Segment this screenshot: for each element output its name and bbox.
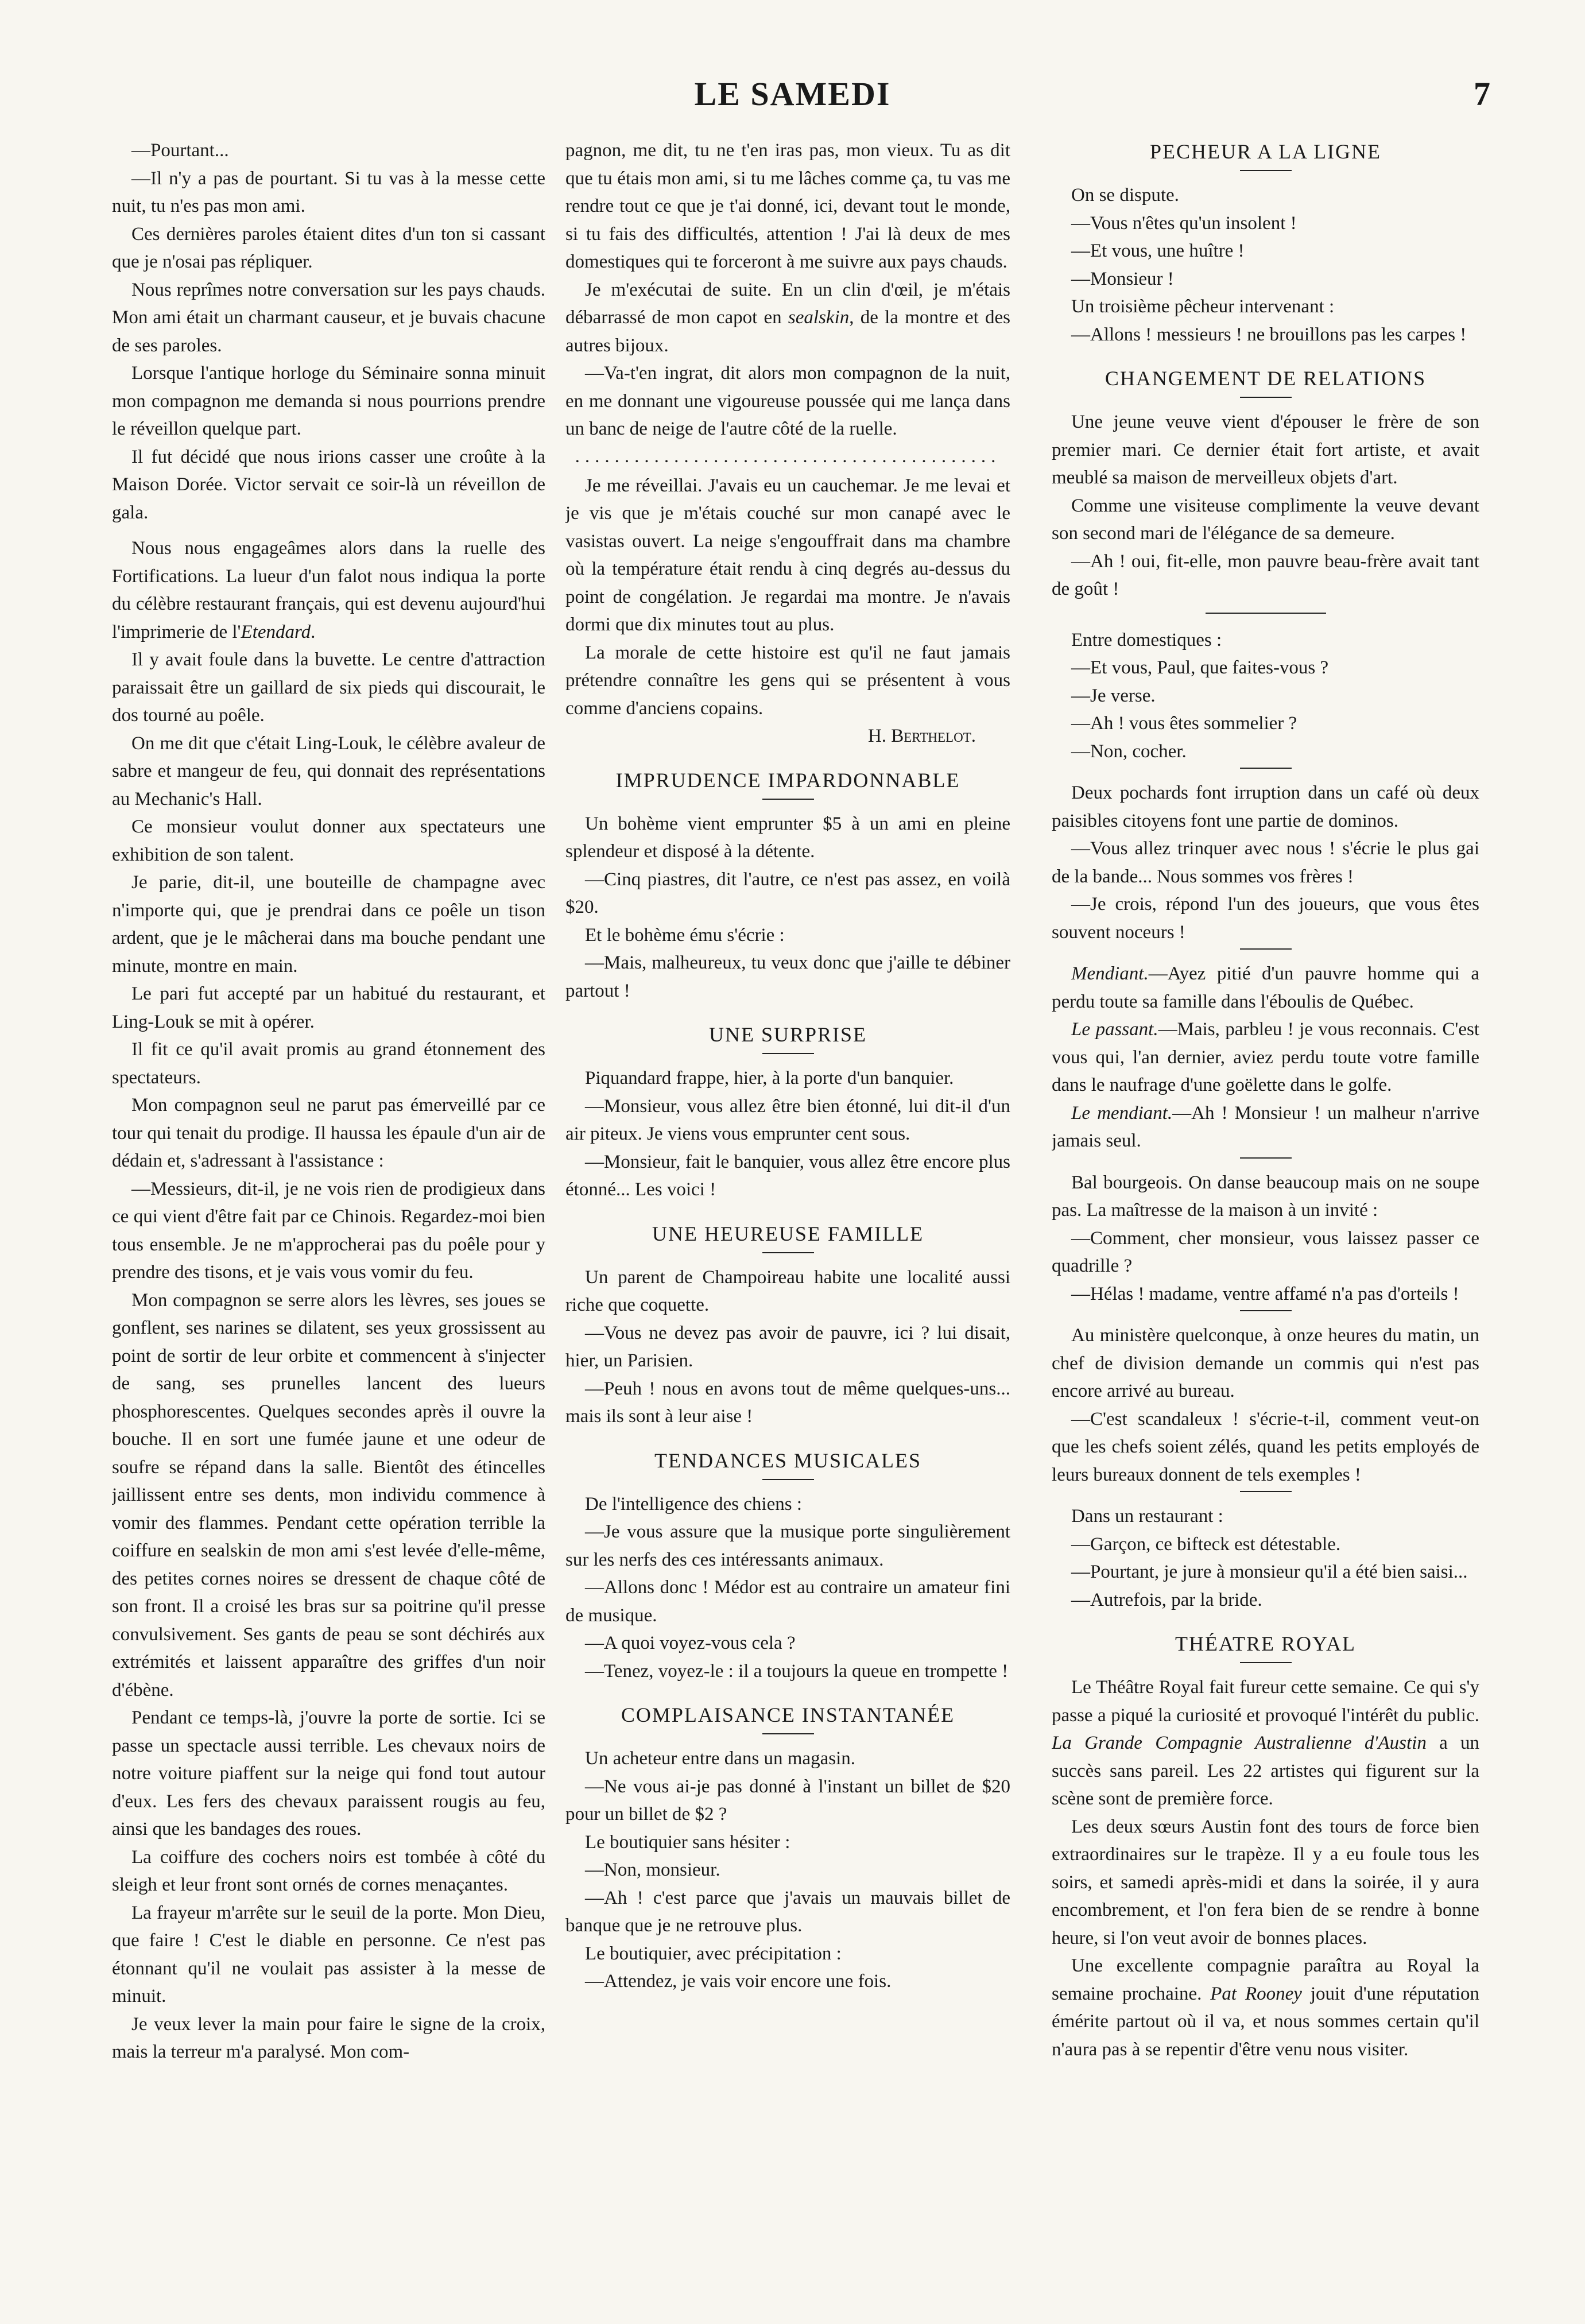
section-heading-tendances: TENDANCES MUSICALES [654, 1448, 922, 1472]
paragraph: —Non, monsieur. [585, 1860, 720, 1880]
paragraph: On me dit que c'était Ling-Louk, le célèbre avaleur de sabre et mangeur de feu, qui donnait des représentations au Mechanic's Hall. [112, 733, 545, 809]
paragraph: Entre domestiques : [1071, 629, 1222, 650]
divider [1240, 1157, 1292, 1159]
paragraph: Un troisième pêcheur intervenant : [1071, 296, 1335, 317]
italic-word: sealskin [788, 307, 850, 328]
text-span: . [311, 621, 316, 642]
dotted-separator: ........................................... [575, 446, 1001, 467]
paragraph: —Et vous, une huître ! [1071, 241, 1245, 261]
paragraph: De l'intelligence des chiens : [585, 1493, 802, 1515]
paragraph: Dans un restaurant : [1071, 1506, 1223, 1527]
paragraph [1052, 960, 1479, 1016]
paragraph: Piquandard frappe, hier, à la porte d'un banquier. [585, 1068, 954, 1089]
paragraph: —Allons donc ! Médor est au contraire un amateur fini de musique. [565, 1577, 1010, 1626]
text-span: Le Théâtre Royal fait fureur cette semaine. Ce qui s'y passe a piqué la curiosité et provoqué l'intérêt du public. [1052, 1677, 1479, 1726]
paragraph: Une jeune veuve vient d'épouser le frère de son premier mari. Ce dernier était fort artiste, et avait meublé sa maison de merveilleux objets d'art. [1052, 412, 1479, 488]
paragraph: Bal bourgeois. On danse beaucoup mais on ne soupe pas. La maîtresse de la maison à un invité : [1052, 1172, 1479, 1221]
paragraph: Au ministère quelconque, à onze heures du matin, un chef de division demande un commis qui n'est pas encore arrivé au bureau. [1052, 1325, 1479, 1401]
text-span: —Ayez pitié d'un pauvre homme qui a perdu toute sa famille dans l'éboulis de Québec. [1052, 963, 1479, 1012]
paragraph: —Comment, cher monsieur, vous laissez passer ce quadrille ? [1052, 1227, 1479, 1276]
divider [1240, 1310, 1292, 1311]
paragraph [112, 534, 545, 646]
column-right [1052, 137, 1479, 2295]
divider [762, 799, 814, 800]
speaker-label: Le mendiant. [1071, 1102, 1173, 1124]
paragraph: —Va-t'en ingrat, dit alors mon compagnon de la nuit, en me donnant une vigoureuse poussée qui me lança dans un banc de neige de l'autre côté de la ruelle. [565, 363, 1010, 439]
paragraph: Il y avait foule dans la buvette. Le centre d'attraction paraissait être un gaillard de six pieds qui discourait, le dos tourné au poêle. [112, 649, 545, 726]
paragraph: Deux pochards font irruption dans un café où deux paisibles citoyens font une partie de dominos. [1052, 783, 1479, 831]
paragraph: —Monsieur, fait le banquier, vous allez être encore plus étonné... Les voici ! [565, 1151, 1010, 1200]
paragraph: Un bohème vient emprunter $5 à un ami en pleine splendeur et disposé à la détente. [565, 813, 1010, 862]
paragraph: La morale de cette histoire est qu'il ne faut jamais prétendre connaître les gens qui se présentent à vous comme d'anciens copains. [565, 642, 1010, 719]
paragraph: —Vous ne devez pas avoir de pauvre, ici ? lui disait, hier, un Parisien. [565, 1322, 1010, 1371]
paragraph: —Pourtant... [131, 140, 229, 161]
page-header [0, 69, 1585, 132]
speaker-label: Le passant. [1071, 1019, 1158, 1040]
paragraph [1052, 1952, 1479, 2063]
section-heading-surprise: UNE SURPRISE [708, 1023, 867, 1046]
section-heading-imprudence: IMPRUDENCE IMPARDONNABLE [615, 768, 960, 792]
paragraph: —Messieurs, dit-il, je ne vois rien de prodigieux dans ce qui vient d'être fait par ce Chinois. Regardez-moi bien tous ensemble. Je ne m'approcherai pas du poêle pour y prendre des tisons, et je vais vous vomir du feu. [112, 1178, 545, 1283]
text-span: Je m'exécutai de suite. En un clin d'œil, je m'étais débarrassé de mon capot en [565, 279, 1010, 328]
paragraph: Ce monsieur voulut donner aux spectateurs une exhibition de son talent. [112, 816, 545, 865]
paragraph: —Monsieur ! [1071, 268, 1174, 289]
speaker-label: Mendiant. [1071, 963, 1149, 984]
paragraph: Nous reprîmes notre conversation sur les pays chauds. Mon ami était un charmant causeur, et je buvais chacune de ses paroles. [112, 279, 545, 356]
paragraph: —A quoi voyez-vous cela ? [585, 1633, 796, 1653]
paragraph: —Il n'y a pas de pourtant. Si tu vas à la messe cette nuit, tu n'es pas mon ami. [112, 168, 545, 216]
text-span: Une excellente compagnie paraîtra au Royal la semaine prochaine. [1052, 1955, 1479, 2004]
paragraph: Pendant ce temps-là, j'ouvre la porte de sortie. Ici se passe un spectacle aussi terrible. Les chevaux noirs de notre voiture piaffent sur la neige qui fond tout autour d'eux. Les fers des chevaux paraissent rougis au feu, ainsi que les bandages des roues. [112, 1707, 545, 1839]
column-left [112, 137, 545, 2295]
paragraph: —Attendez, je vais voir encore une fois. [585, 1971, 892, 1992]
divider [1240, 1491, 1292, 1492]
paragraph: pagnon, me dit, tu ne t'en iras pas, mon vieux. Tu as dit que tu étais mon ami, si tu me lâches comme ça, tu vas me rendre tout ce que je t'ai donné, ici, devant tout le monde, si tu fais des difficultés, attention ! J'ai là deux de mes domestiques qui te forceront à me suivre aux pays chauds. [565, 140, 1010, 272]
text-span: , de la montre et des autres bijoux. [565, 307, 1010, 356]
text-span: jouit d'une réputation émérite partout où il va, et nous sommes certain qu'il n'aura pas à se repentir d'être venu nous visiter. [1052, 1983, 1479, 2060]
newspaper-name: Etendard [241, 621, 311, 642]
text-span: —Ah ! Monsieur ! un malheur n'arrive jamais seul. [1052, 1102, 1479, 1151]
paragraph: —Et vous, Paul, que faites-vous ? [1071, 657, 1329, 678]
paragraph: Ces dernières paroles étaient dites d'un ton si cassant que je n'osai pas répliquer. [112, 223, 545, 272]
paragraph: Un parent de Champoireau habite une localité aussi riche que coquette. [565, 1266, 1010, 1315]
paragraph: —Cinq piastres, dit l'autre, ce n'est pas assez, en voilà $20. [565, 869, 1010, 917]
masthead-title: LE SAMEDI [694, 75, 891, 113]
paragraph: —Autrefois, par la bride. [1071, 1589, 1262, 1610]
paragraph [1052, 1099, 1479, 1155]
section-heading-changement: CHANGEMENT DE RELATIONS [1105, 367, 1427, 390]
divider [762, 1733, 814, 1734]
paragraph: —Vous n'êtes qu'un insolent ! [1071, 212, 1297, 234]
section-heading-pecheur: PECHEUR A LA LIGNE [1149, 140, 1381, 163]
company-name: La Grande Compagnie Australienne d'Austin [1052, 1733, 1427, 1753]
section-heading-theatre: THÉATRE ROYAL [1175, 1632, 1356, 1655]
paragraph [1052, 1674, 1479, 1813]
paragraph: Comme une visiteuse complimente la veuve devant son second mari de l'élégance de sa demeure. [1052, 495, 1479, 544]
section-heading-famille: UNE HEUREUSE FAMILLE [652, 1222, 924, 1245]
divider [1240, 1662, 1292, 1663]
paragraph: Et le bohème ému s'écrie : [585, 924, 785, 946]
paragraph: Mon compagnon se serre alors les lèvres, ses joues se gonflent, ses narines se dilatent, ses yeux grossissent au point de sortir de leur orbite et commencent à s'injecter de sang, ses prunelles lancent des lueurs phosphorescentes. Quelques secondes après il ouvre la bouche. Il en sort une fumée jaune et une odeur de soufre se répand dans la salle. Bientôt des étincelles jaillissent entre ses dents, mon individu commence à vomir des flammes. Pendant cette opération terrible la coiffure en sealskin de mon ami s'est levée d'elle-même, des petites cornes noires se dressent de chaque côté de son front. Il a croisé les bras sur sa poitrine qu'il presse convulsivement. Ses gants de peau se sont déchirés aux extrémités et laissent apparaître des griffes d'un noir d'ébène. [112, 1289, 545, 1701]
paragraph: Le pari fut accepté par un habitué du restaurant, et Ling-Louk se mit à opérer. [112, 983, 545, 1032]
paragraph: —Peuh ! nous en avons tout de même quelques-uns... mais ils sont à leur aise ! [565, 1378, 1010, 1427]
paragraph: —Pourtant, je jure à monsieur qu'il a été bien saisi... [1071, 1562, 1468, 1582]
paragraph: Le boutiquier, avec précipitation : [585, 1943, 842, 1964]
divider [1206, 613, 1326, 614]
paragraph: Lorsque l'antique horloge du Séminaire sonna minuit mon compagnon me demanda si nous pourrions prendre le réveillon quelque part. [112, 363, 545, 439]
paragraph: Le boutiquier sans hésiter : [585, 1831, 790, 1853]
paragraph: On se dispute. [1071, 185, 1179, 206]
divider [762, 1252, 814, 1253]
paragraph [1052, 1016, 1479, 1099]
paragraph: —Je vous assure que la musique porte singulièrement sur les nerfs des ces intéressants animaux. [565, 1521, 1010, 1570]
paragraph: Je veux lever la main pour faire le signe de la croix, mais la terreur m'a paralysé. Mon com- [112, 2013, 545, 2062]
text-span: a un succès sans pareil. Les 22 artistes qui figurent sur la scène sont de première force. [1052, 1733, 1479, 1809]
paragraph: —Non, cocher. [1071, 741, 1187, 762]
paragraph: Il fit ce qu'il avait promis au grand étonnement des spectateurs. [112, 1039, 545, 1088]
paragraph: —Je crois, répond l'un des joueurs, que vous êtes souvent noceurs ! [1052, 894, 1479, 943]
paragraph: —Ah ! oui, fit-elle, mon pauvre beau-frère avait tant de goût ! [1052, 551, 1479, 599]
performer-name: Pat Rooney [1210, 1983, 1302, 2004]
paragraph [565, 276, 1010, 360]
paragraph: —Hélas ! madame, ventre affamé n'a pas d'orteils ! [1071, 1283, 1459, 1304]
paragraph: —Mais, malheureux, tu veux donc que j'aille te débiner partout ! [565, 952, 1010, 1001]
paragraph: —Ah ! c'est parce que j'avais un mauvais billet de banque que je ne retrouve plus. [565, 1887, 1010, 1936]
paragraph: Mon compagnon seul ne parut pas émerveillé par ce tour qui tenait du prodige. Il haussa les épaule d'un air de dédain et, s'adressant à l'assistance : [112, 1095, 545, 1171]
divider [1240, 948, 1292, 950]
divider [1240, 397, 1292, 398]
paragraph: Il fut décidé que nous irions casser une croûte à la Maison Dorée. Victor servait ce soir-là un réveillon de gala. [112, 446, 545, 523]
paragraph: —C'est scandaleux ! s'écrie-t-il, comment veut-on que les chefs soient zélés, quand les petits employés de leurs bureaux donnent de tels exemples ! [1052, 1408, 1479, 1485]
author-signature: H. Berthelot. [867, 726, 976, 746]
column-middle [565, 137, 1010, 2295]
paragraph: Les deux sœurs Austin font des tours de force bien extraordinaires sur le trapèze. Il y a eu foule tous les soirs, et samedi après-midi et dans la soirée, il y aura encombrement, et l'on fera bien de se rendre à bonne heure, si l'on veut avoir de bonnes places. [1052, 1816, 1479, 1949]
paragraph: —Je verse. [1071, 685, 1156, 706]
paragraph: —Monsieur, vous allez être bien étonné, lui dit-il d'un air piteux. Je viens vous emprunter cent sous. [565, 1095, 1010, 1144]
paragraph: Un acheteur entre dans un magasin. [585, 1748, 855, 1769]
paragraph: —Allons ! messieurs ! ne brouillons pas les carpes ! [1071, 324, 1467, 345]
divider [762, 1053, 814, 1054]
paragraph: Je me réveillai. J'avais eu un cauchemar. Je me levai et je vis que je m'étais couché sur mon canapé avec le vasistas ouvert. La neige s'engouffrait dans ma chambre où la température était rendu à cinq degrés au-dessus du point de congélation. Je regardai ma montre. Je n'avais dormi que dix minutes tout au plus. [565, 475, 1010, 635]
page-number: 7 [1474, 75, 1490, 113]
paragraph: La coiffure des cochers noirs est tombée à côté du sleigh et leur front sont ornés de cornes menaçantes. [112, 1846, 545, 1895]
paragraph: La frayeur m'arrête sur le seuil de la porte. Mon Dieu, que faire ! C'est le diable en personne. Ce n'est pas étonnant qu'il ne voulait pas assister à la messe de minuit. [112, 1902, 545, 2007]
paragraph: Je parie, dit-il, une bouteille de champagne avec n'importe qui, que je prendrai dans ce poêle un tison ardent, que je le mâcherai dans ma bouche pendant une minute, montre en main. [112, 872, 545, 977]
paragraph: —Ne vous ai-je pas donné à l'instant un billet de $20 pour un billet de $2 ? [565, 1776, 1010, 1825]
paragraph: —Vous allez trinquer avec nous ! s'écrie le plus gai de la bande... Nous sommes vos frères ! [1052, 838, 1479, 887]
section-heading-complaisance: COMPLAISANCE INSTANTANÉE [621, 1703, 955, 1726]
text-span: Nous nous engageâmes alors dans la ruelle des Fortifications. La lueur d'un falot nous indiqua la porte du célèbre restaurant français, qui est devenu aujourd'hui l'imprimerie de l' [112, 538, 545, 642]
divider [762, 1479, 814, 1480]
divider [1240, 768, 1292, 769]
text-span: —Mais, parbleu ! je vous reconnais. C'est vous qui, l'an dernier, aviez perdu toute votre famille dans le naufrage d'une goëlette dans le golfe. [1052, 1019, 1479, 1095]
paragraph: —Garçon, ce bifteck est détestable. [1071, 1533, 1341, 1555]
paragraph: —Tenez, voyez-le : il a toujours la queue en trompette ! [585, 1660, 1009, 1682]
paragraph: —Ah ! vous êtes sommelier ? [1071, 713, 1297, 734]
divider [1240, 170, 1292, 171]
